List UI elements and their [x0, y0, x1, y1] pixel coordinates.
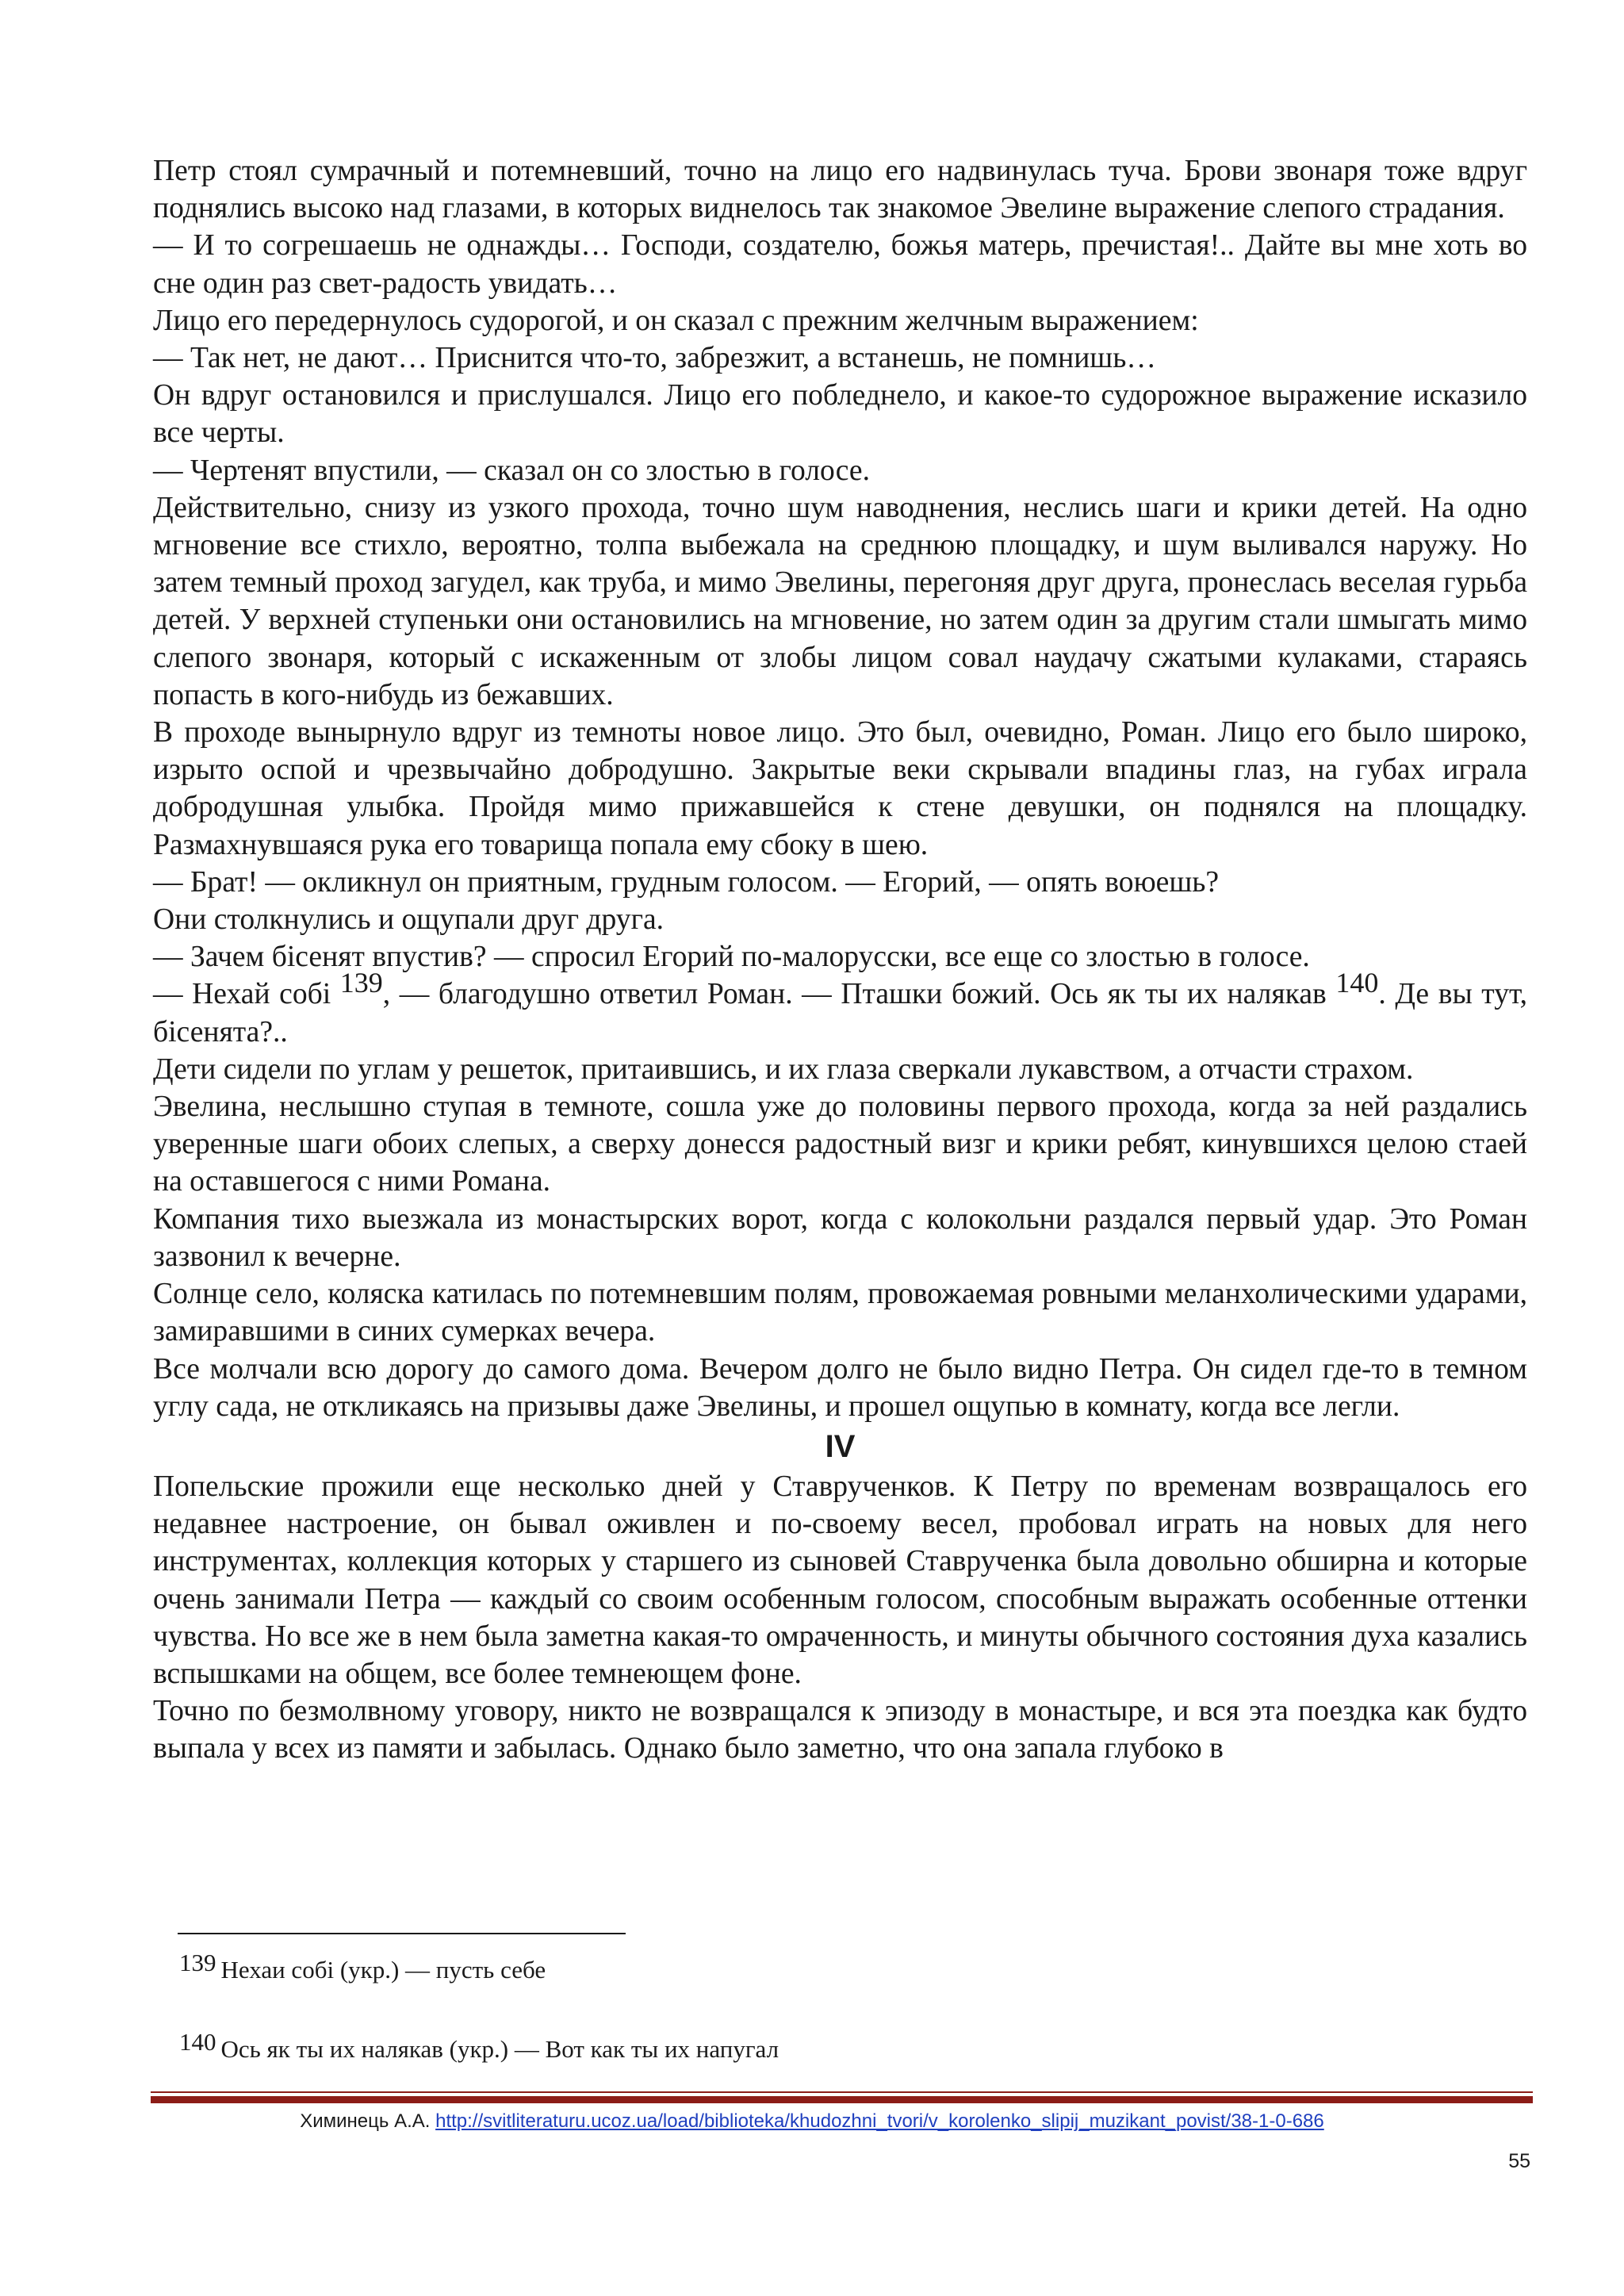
paragraph: Он вдруг остановился и прислушался. Лицо его побледнело, и какое-то судорожное выражение исказило все черты. [153, 379, 1527, 450]
text-span: , — благодушно ответил Роман. — Пташки божий. Ось як ты их налякав [382, 978, 1336, 1011]
paragraph: Они столкнулись и ощупали друг друга. [153, 903, 665, 937]
paragraph: Попельские прожили еще несколько дней у Ставрученков. К Петру по временам возвращалось его недавнее настроение, он бывал оживлен и по-своему весел, пробовал играть на новых для него инструментах, коллекция которых у старшего из сыновей Ставрученка была довольно обширна и которые очень занимали Петра — каждый со своим особенным голосом, способным выражать особенные оттенки чувства. Но все же в нем была заметна какая-то омраченность, и минуты обычного состояния духа казались вспышками на общем, все более темнеющем фоне. [153, 1470, 1527, 1690]
paragraph: — Чертенят впустили, — сказал он со злостью в голосе. [153, 454, 870, 487]
footnote-number: 140 [179, 2028, 216, 2056]
paragraph: Петр стоял сумрачный и потемневший, точно на лицо его надвинулась туча. Брови звонаря тоже вдруг поднялись высоко над глазами, в которых виднелось так знакомое Эвелине выражение слепого страдания. [153, 155, 1527, 225]
main-text [153, 152, 1527, 1768]
footnote-text: Ось як ты их налякав (укр.) — Вот как ты их напугал [220, 2035, 779, 2063]
footnote-ref[interactable]: 139 [339, 967, 383, 999]
paragraph: В проходе вынырнуло вдруг из темноты новое лицо. Это был, очевидно, Роман. Лицо его было широко, изрыто оспой и чрезвычайно добродушно. Закрытые веки скрывали впадины глаз, на губах играла добродушная улыбка. Пройдя мимо прижавшейся к стене девушки, он поднялся на площадку. Размахнувшаяся рука его товарища попала ему сбоку в шею. [153, 716, 1527, 861]
paragraph: Солнце село, коляска катилась по потемневшим полям, провожаемая ровными меланхолическими ударами, замиравшими в синих сумерках вечера. [153, 1278, 1527, 1348]
footer-rule-thick [151, 2096, 1533, 2103]
paragraph-with-footnote-refs [153, 967, 1527, 1050]
footer [0, 2109, 1624, 2134]
text-span: — Нехай собi [153, 978, 340, 1011]
section-heading: IV [825, 1428, 856, 1464]
paragraph: — Так нет, не дают… Приснится что-то, забрезжит, а встанешь, не помнишь… [153, 342, 1156, 375]
text-span: . Де вы тут, бiсенята?.. [153, 978, 1527, 1048]
footer-rule [151, 2091, 1533, 2093]
paragraph: — Брат! — окликнул он приятным, грудным голосом. — Егорий, — опять воюешь? [153, 865, 1220, 899]
paragraph: — Зачем бiсенят впустив? — спросил Егорий по-малорусски, все еще со злостью в голосе. [153, 941, 1310, 974]
paragraph: — И то согрешаешь не однажды… Господи, создателю, божья матерь, пречистая!.. Дайте вы мне хоть во сне один раз свет-радость увидать… [153, 229, 1527, 300]
footer-author: Химинець А.А. [300, 2110, 431, 2132]
footnote-text: Нехаи собi (укр.) — пусть себе [220, 1956, 546, 1984]
paragraph: Компания тихо выезжала из монастырских ворот, когда с колокольни раздался первый удар. Это Роман зазвонил к вечерне. [153, 1202, 1527, 1273]
paragraph: Лицо его передернулось судорогой, и он сказал с прежним желчным выражением: [153, 304, 1199, 337]
paragraph: Все молчали всю дорогу до самого дома. Вечером долго не было видно Петра. Он сидел где-то в темном углу сада, не откликаясь на призывы даже Эвелины, и прошел ощупью в комнату, когда все легли. [153, 1352, 1527, 1423]
footnote [179, 2028, 779, 2065]
paragraph: Точно по безмолвному уговору, никто не возвращался к эпизоду в монастыре, и вся эта поездка как будто выпала у всех из памяти и забылась. Однако было заметно, что она запала глубоко в [153, 1695, 1527, 1765]
page-number: 55 [1508, 2150, 1530, 2172]
paragraph: Эвелина, неслышно ступая в темноте, сошла уже до половины первого прохода, когда за ней раздались уверенные шаги обоих слепых, а сверху донесся радостный визг и крики ребят, кинувшихся целою стаей на оставшегося с ними Романа. [153, 1091, 1527, 1198]
footnote-number: 139 [179, 1949, 216, 1976]
paragraph: Действительно, снизу из узкого прохода, точно шум наводнения, неслись шаги и крики детей. На одно мгновение все стихло, вероятно, толпа выбежала на среднюю площадку, и шум выливался наружу. Но затем темный проход загудел, как труба, и мимо Эвелины, перегоняя друг друга, пронеслась веселая гурьба детей. У верхней ступеньки они остановились на мгновение, но затем один за другим стали шмыгать мимо слепого звонаря, который с искаженным от злобы лицом совал наудачу сжатыми кулаками, стараясь попасть в кого-нибудь из бежавших. [153, 491, 1527, 711]
footer-source-link[interactable]: http://svitliteraturu.ucoz.ua/load/biblioteka/khudozhni_tvori/v_korolenko_slipij_muzikant_povist/38-1-0-686 [435, 2110, 1324, 2132]
footnote [179, 1949, 546, 1986]
footnote-separator [178, 1933, 626, 1934]
footnote-ref[interactable]: 140 [1335, 967, 1379, 999]
paragraph: Дети сидели по углам у решеток, притаившись, и их глаза сверкали лукавством, а отчасти страхом. [153, 1052, 1414, 1086]
